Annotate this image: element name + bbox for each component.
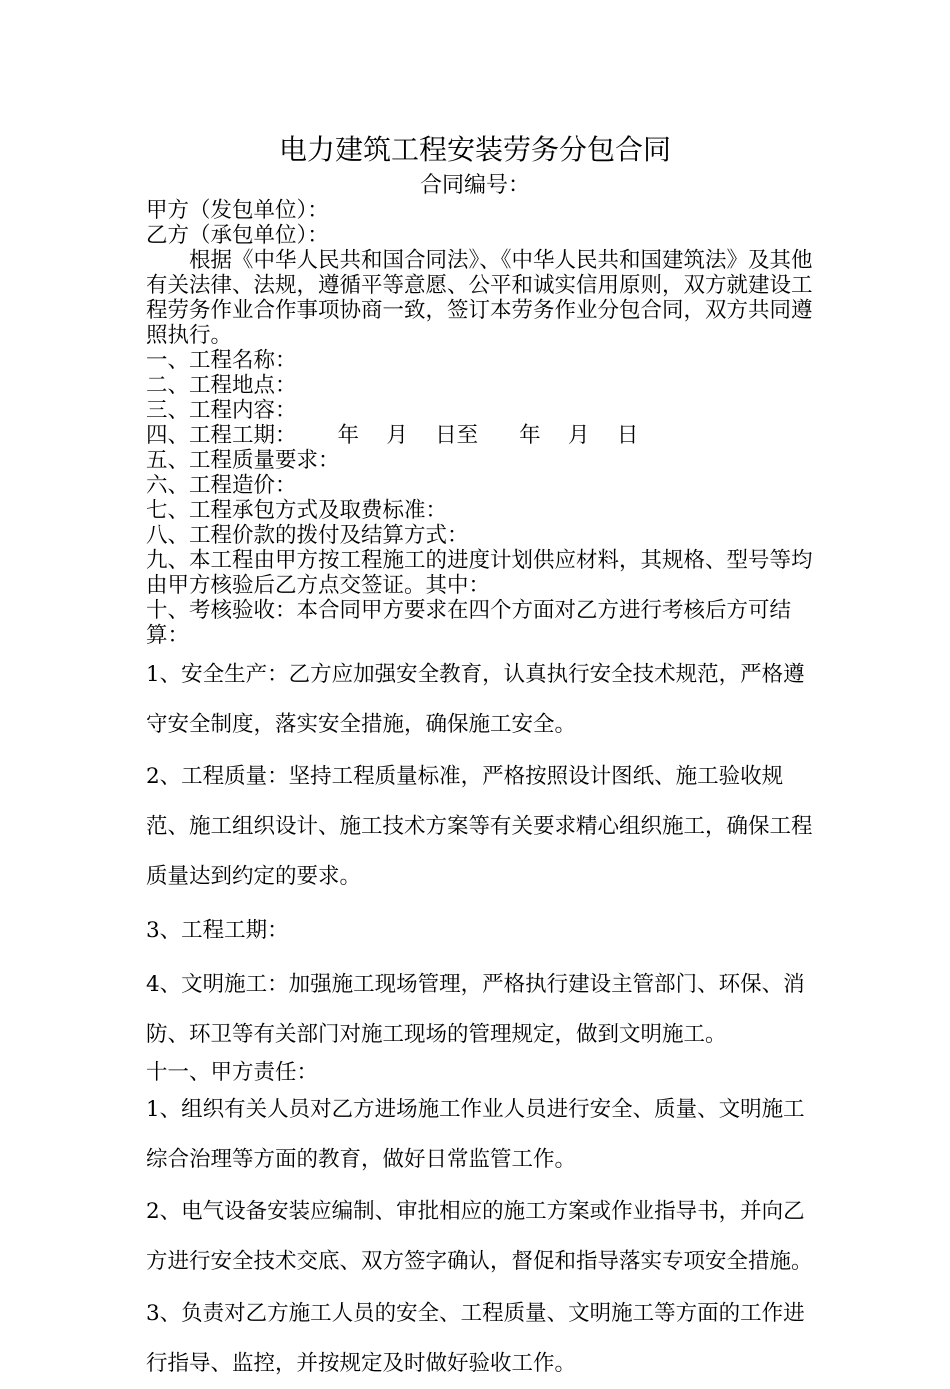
clause-4: 四、工程工期： 年 月 日至 年 月 日 xyxy=(146,423,639,448)
assessment-item-2: 2、工程质量：坚持工程质量标准，严格按照设计图纸、施工验收规范、施工组织设计、施工技术方案等有关要求精心组织施工，确保工程质量达到约定的要求。 xyxy=(146,764,813,889)
party-b-line: 乙方（承包单位）： xyxy=(146,223,329,248)
clause-5: 五、工程质量要求： xyxy=(146,448,340,473)
assessment-item-3: 3、工程工期： xyxy=(146,918,289,943)
clause-9: 九、本工程由甲方按工程施工的进度计划供应材料，其规格、型号等均由甲方核验后乙方点交签证。其中： xyxy=(146,548,813,598)
party-a-line: 甲方（发包单位）： xyxy=(146,198,329,223)
document-title: 电力建筑工程安装劳务分包合同 xyxy=(278,133,671,166)
clause-10: 十、考核验收：本合同甲方要求在四个方面对乙方进行考核后方可结算： xyxy=(146,598,792,648)
clause-3: 三、工程内容： xyxy=(146,398,297,423)
clause-6: 六、工程造价： xyxy=(146,473,297,498)
assessment-item-4: 4、文明施工：加强施工现场管理，严格执行建设主管部门、环保、消防、环卫等有关部门对施工现场的管理规定，做到文明施工。 xyxy=(146,972,805,1047)
party-a-duty-1: 1、组织有关人员对乙方进场施工作业人员进行安全、质量、文明施工综合治理等方面的教育，做好日常监管工作。 xyxy=(146,1097,805,1172)
party-a-duty-3: 3、负责对乙方施工人员的安全、工程质量、文明施工等方面的工作进行指导、监控，并按规定及时做好验收工作。 xyxy=(146,1301,805,1376)
preamble-paragraph: 根据《中华人民共和国合同法》、《中华人民共和国建筑法》及其他有关法律、法规，遵循平等意愿、公平和诚实信用原则，双方就建设工程劳务作业合作事项协商一致，签订本劳务作业分包合同，双方共同遵照执行。 xyxy=(146,248,813,348)
section-11-heading: 十一、甲方责任： xyxy=(146,1060,319,1085)
clause-1: 一、工程名称： xyxy=(146,348,297,373)
contract-number: 合同编号： xyxy=(419,173,530,198)
clause-8: 八、工程价款的拨付及结算方式： xyxy=(146,523,469,548)
clause-2: 二、工程地点： xyxy=(146,373,297,398)
party-a-duty-2: 2、电气设备安装应编制、审批相应的施工方案或作业指导书，并向乙方进行安全技术交底、双方签字确认，督促和指导落实专项安全措施。 xyxy=(146,1199,813,1274)
assessment-item-1: 1、安全生产：乙方应加强安全教育，认真执行安全技术规范，严格遵守安全制度，落实安全措施，确保施工安全。 xyxy=(146,662,805,737)
clause-7: 七、工程承包方式及取费标准： xyxy=(146,498,448,523)
document-body xyxy=(146,198,814,1389)
